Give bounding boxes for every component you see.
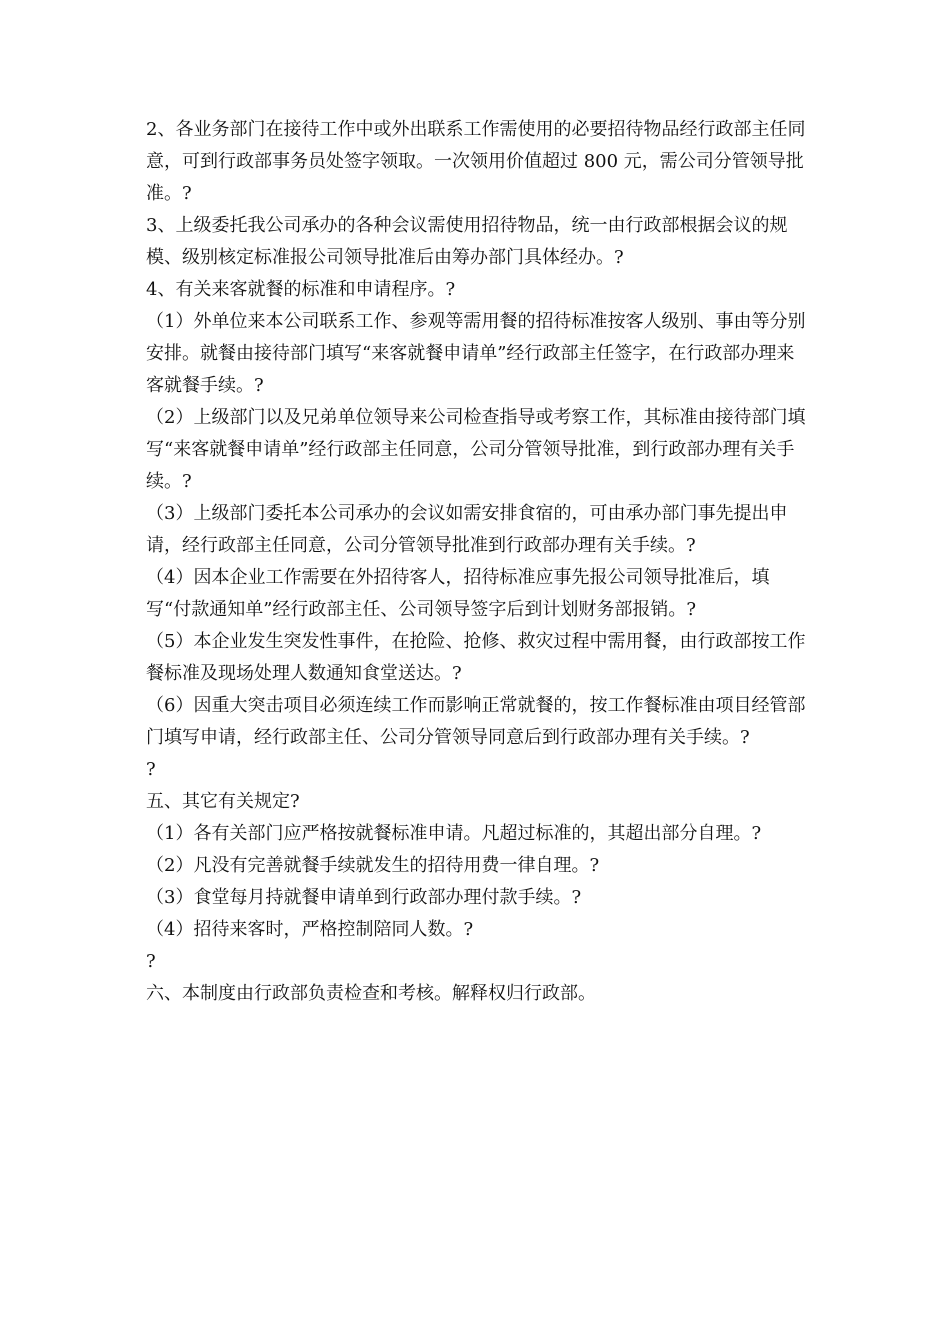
paragraph-rule-4: （4）招待来客时，严格控制陪同人数。? [146, 919, 474, 940]
paragraph-item-4: 4、有关来客就餐的标准和申请程序。? [146, 279, 456, 300]
paragraph-item-3: 3、上级委托我公司承办的各种会议需使用招待物品，统一由行政部根据会议的规模、级别核定标准报公司领导批准后由筹办部门具体经办。? [146, 215, 788, 268]
paragraph-placeholder: ? [146, 759, 156, 780]
paragraph-rule-3: （3）食堂每月持就餐申请单到行政部办理付款手续。? [146, 887, 582, 908]
section-heading-six: 六、本制度由行政部负责检查和考核。解释权归行政部。 [146, 983, 596, 1004]
paragraph-placeholder-2: ? [146, 951, 156, 972]
document-body [146, 114, 810, 1010]
paragraph-rule-2: （2）凡没有完善就餐手续就发生的招待用费一律自理。? [146, 855, 600, 876]
paragraph-rule-1: （1）各有关部门应严格按就餐标准申请。凡超过标准的，其超出部分自理。? [146, 823, 762, 844]
section-heading-five: 五、其它有关规定? [146, 791, 300, 812]
paragraph-subitem-5: （5）本企业发生突发性事件，在抢险、抢修、救灾过程中需用餐，由行政部按工作餐标准及现场处理人数通知食堂送达。? [146, 631, 806, 684]
paragraph-subitem-3: （3）上级部门委托本公司承办的会议如需安排食宿的，可由承办部门事先提出申请，经行政部主任同意，公司分管领导批准到行政部办理有关手续。? [146, 503, 788, 556]
paragraph-subitem-6: （6）因重大突击项目必须连续工作而影响正常就餐的，按工作餐标准由项目经管部门填写申请，经行政部主任、公司分管领导同意后到行政部办理有关手续。? [146, 695, 806, 748]
paragraph-subitem-1: （1）外单位来本公司联系工作、参观等需用餐的招待标准按客人级别、事由等分别安排。就餐由接待部门填写“来客就餐申请单”经行政部主任签字，在行政部办理来客就餐手续。? [146, 311, 806, 396]
paragraph-subitem-2: （2）上级部门以及兄弟单位领导来公司检查指导或考察工作，其标准由接待部门填写“来客就餐申请单”经行政部主任同意，公司分管领导批准，到行政部办理有关手续。? [146, 407, 806, 492]
paragraph-item-2: 2、各业务部门在接待工作中或外出联系工作需使用的必要招待物品经行政部主任同意，可到行政部事务员处签字领取。一次领用价值超过 800 元，需公司分管领导批准。? [146, 119, 806, 204]
paragraph-subitem-4: （4）因本企业工作需要在外招待客人，招待标准应事先报公司领导批准后，填写“付款通知单”经行政部主任、公司领导签字后到计划财务部报销。? [146, 567, 770, 620]
